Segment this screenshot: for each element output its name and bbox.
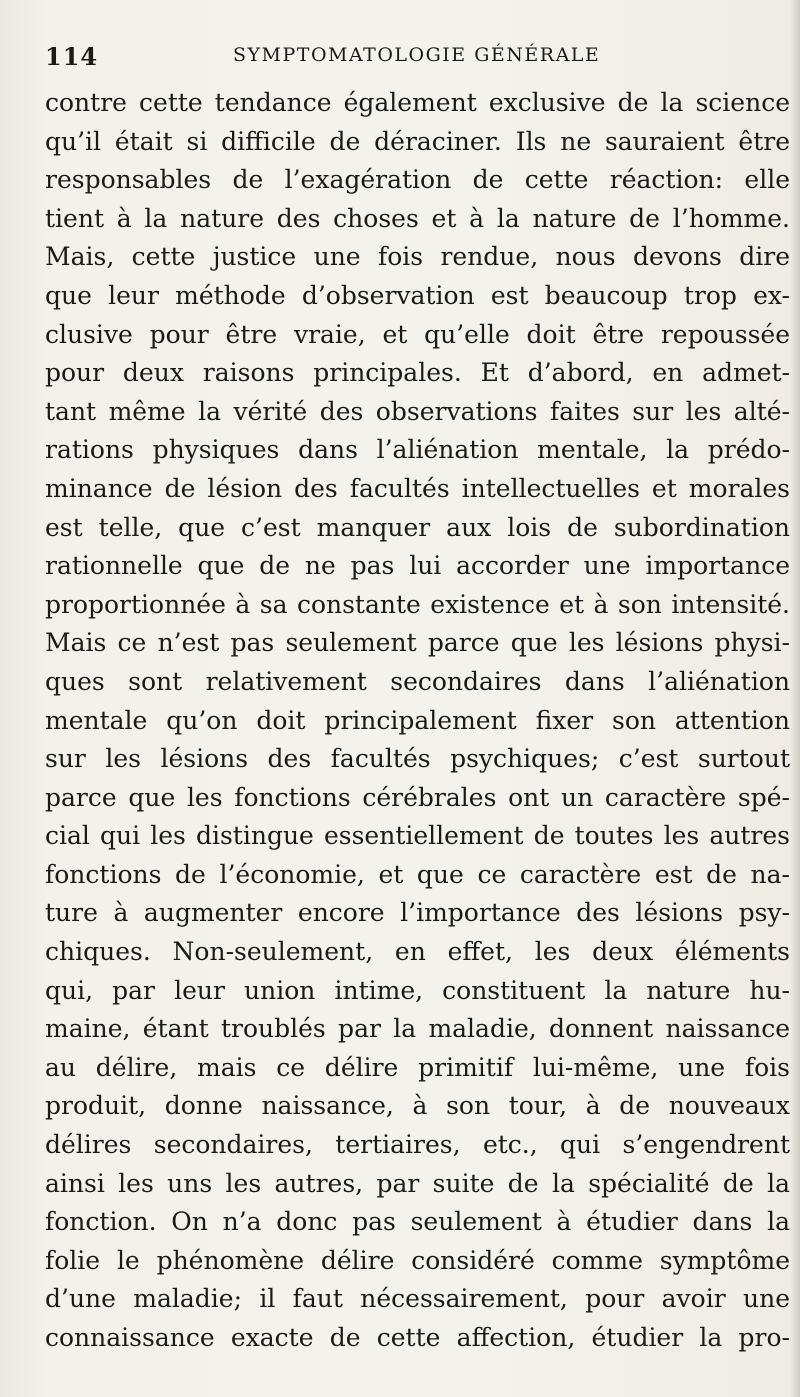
text-line: contre cette tendance également exclusive de la science [45, 88, 790, 117]
text-line: rations physiques dans l’aliénation mentale, la prédo- [45, 435, 790, 465]
text-line: délires secondaires, tertiaires, etc., qui s’engendrent [45, 1130, 790, 1160]
text-line: chiques. Non-seulement, en effet, les deux éléments [45, 937, 790, 967]
text-line: sur les lésions des facultés psychiques; c’est surtout [45, 744, 790, 774]
text-line: mentale qu’on doit principalement fixer son attention [45, 705, 790, 735]
text-line: tant même la vérité des observations faites sur les alté- [45, 396, 790, 426]
text-line: Mais, cette justice une fois rendue, nous devons dire [45, 242, 790, 272]
text-line: tient à la nature des choses et à la nature de l’homme. [45, 203, 790, 233]
text-line: folie le phénomène délire considéré comme symptôme [45, 1245, 790, 1275]
text-line: produit, donne naissance, à son tour, à de nouveaux [45, 1091, 790, 1121]
text-line: ques sont relativement secondaires dans l’aliénation [45, 666, 790, 696]
page-number: 114 [45, 42, 99, 71]
text-line: fonction. On n’a donc pas seulement à étudier dans la [45, 1207, 790, 1237]
text-line: au délire, mais ce délire primitif lui-même, une fois [45, 1052, 790, 1082]
running-title: SYMPTOMATOLOGIE GÉNÉRALE [233, 44, 601, 66]
text-line: responsables de l’exagération de cette réaction: elle [45, 165, 790, 195]
text-line: rationnelle que de ne pas lui accorder une importance [45, 551, 790, 581]
text-line: ainsi les uns les autres, par suite de la spécialité de la [45, 1168, 790, 1198]
text-line: que leur méthode d’observation est beaucoup trop ex- [45, 280, 790, 310]
text-line: connaissance exacte de cette affection, étudier la pro- [45, 1323, 790, 1352]
text-line: d’une maladie; il faut nécessairement, pour avoir une [45, 1284, 790, 1314]
text-line: clusive pour être vraie, et qu’elle doit être repoussée [45, 319, 790, 349]
text-line: pour deux raisons principales. Et d’abord, en admet- [45, 358, 790, 388]
text-line: parce que les fonctions cérébrales ont un caractère spé- [45, 782, 790, 812]
text-line: qui, par leur union intime, constituent la nature hu- [45, 975, 790, 1005]
body-text [45, 84, 790, 1358]
text-line: proportionnée à sa constante existence et à son intensité. [45, 589, 790, 619]
text-line: est telle, que c’est manquer aux lois de subordination [45, 512, 790, 542]
text-line: Mais ce n’est pas seulement parce que les lésions physi- [45, 628, 790, 658]
running-head [45, 42, 785, 72]
text-line: minance de lésion des facultés intellectuelles et morales [45, 473, 790, 503]
text-line: ture à augmenter encore l’importance des lésions psy- [45, 898, 790, 928]
text-line: qu’il était si difficile de déraciner. Ils ne sauraient être [45, 126, 790, 156]
text-line: fonctions de l’économie, et que ce caractère est de na- [45, 859, 790, 889]
text-line: maine, étant troublés par la maladie, donnent naissance [45, 1014, 790, 1044]
page-edge-shadow [790, 0, 800, 1397]
text-line: cial qui les distingue essentiellement de toutes les autres [45, 821, 790, 851]
